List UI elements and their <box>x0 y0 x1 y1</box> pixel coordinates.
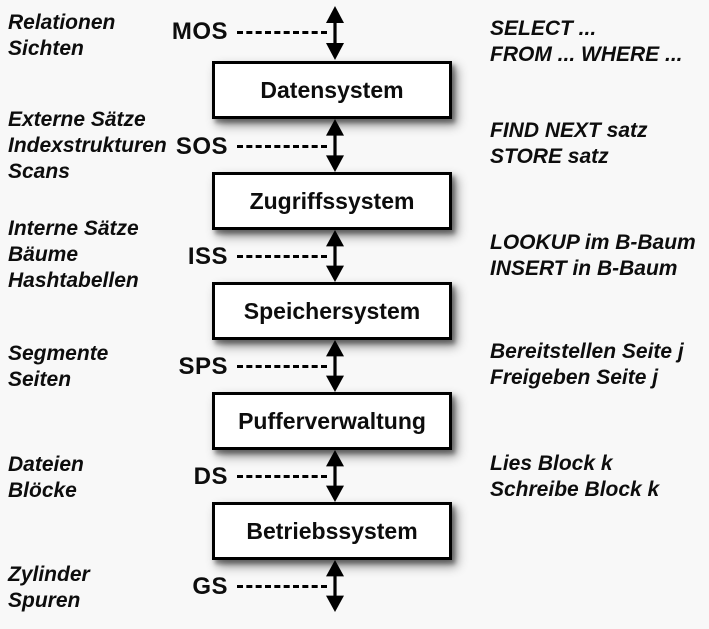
iface-mos-right-note <box>490 16 683 68</box>
layer-label: Pufferverwaltung <box>238 407 426 434</box>
bidirectional-arrow-icon <box>320 560 350 612</box>
note-line: Bereitstellen Seite j <box>490 340 684 363</box>
iface-iss-dashed-line <box>237 255 327 258</box>
note-line: Externe Sätze <box>8 108 146 131</box>
note-line: Freigeben Seite j <box>490 366 659 389</box>
iface-sps-left-note <box>8 341 108 393</box>
iface-gs-label: GS <box>192 573 228 600</box>
layer-label: Betriebssystem <box>246 517 418 544</box>
iface-sps-label: SPS <box>178 353 228 380</box>
iface-gs-left-note <box>8 562 90 614</box>
iface-sps-dashed-line <box>237 365 327 368</box>
note-line: Hashtabellen <box>8 269 139 292</box>
note-line: Segmente <box>8 342 109 365</box>
layer-label: Speichersystem <box>243 297 421 324</box>
note-line: Schreibe Block k <box>490 478 660 501</box>
layer-box-speichersystem <box>212 282 452 340</box>
bidirectional-arrow-icon <box>320 340 350 392</box>
note-line: Scans <box>8 160 70 183</box>
note-line: Relationen <box>8 11 116 34</box>
layer-box-betriebssystem <box>212 502 452 560</box>
layer-label: Zugriffssystem <box>249 187 415 214</box>
iface-mos-dashed-line <box>237 31 327 34</box>
iface-sos-right-note <box>490 118 648 170</box>
note-line: Seiten <box>8 368 72 391</box>
layer-box-zugriffssystem <box>212 172 452 230</box>
iface-gs-dashed-line <box>237 585 327 588</box>
note-line: Zylinder <box>8 563 90 586</box>
iface-iss-right-note <box>490 230 696 282</box>
layer-box-datensystem <box>212 61 452 119</box>
layer-label: Datensystem <box>260 76 404 103</box>
bidirectional-arrow-icon <box>320 450 350 502</box>
iface-sps-right-note <box>490 339 684 391</box>
note-line: Blöcke <box>8 479 77 502</box>
bidirectional-arrow-icon <box>320 119 350 172</box>
note-line: SELECT ... <box>490 17 597 40</box>
iface-sos-dashed-line <box>237 145 327 148</box>
note-line: Dateien <box>8 453 84 476</box>
iface-mos-left-note <box>8 10 115 62</box>
iface-mos-label: MOS <box>171 18 228 45</box>
note-line: STORE satz <box>490 145 609 168</box>
note-line: FROM ... WHERE ... <box>490 43 683 66</box>
iface-ds-dashed-line <box>237 475 327 478</box>
iface-ds-label: DS <box>193 463 228 490</box>
iface-ds-right-note <box>490 451 659 503</box>
note-line: Lies Block k <box>490 452 613 475</box>
note-line: Bäume <box>8 243 79 266</box>
iface-ds-left-note <box>8 452 84 504</box>
iface-sos-label: SOS <box>175 133 228 160</box>
bidirectional-arrow-icon <box>320 230 350 282</box>
note-line: INSERT in B-Baum <box>490 257 678 280</box>
note-line: Spuren <box>8 589 81 612</box>
iface-iss-label: ISS <box>187 243 228 270</box>
note-line: FIND NEXT satz <box>490 119 648 142</box>
bidirectional-arrow-icon <box>320 6 350 60</box>
layer-box-pufferverwaltung <box>212 392 452 450</box>
note-line: Indexstrukturen <box>8 134 167 157</box>
note-line: Interne Sätze <box>8 217 139 240</box>
note-line: Sichten <box>8 37 84 60</box>
note-line: LOOKUP im B-Baum <box>490 231 696 254</box>
